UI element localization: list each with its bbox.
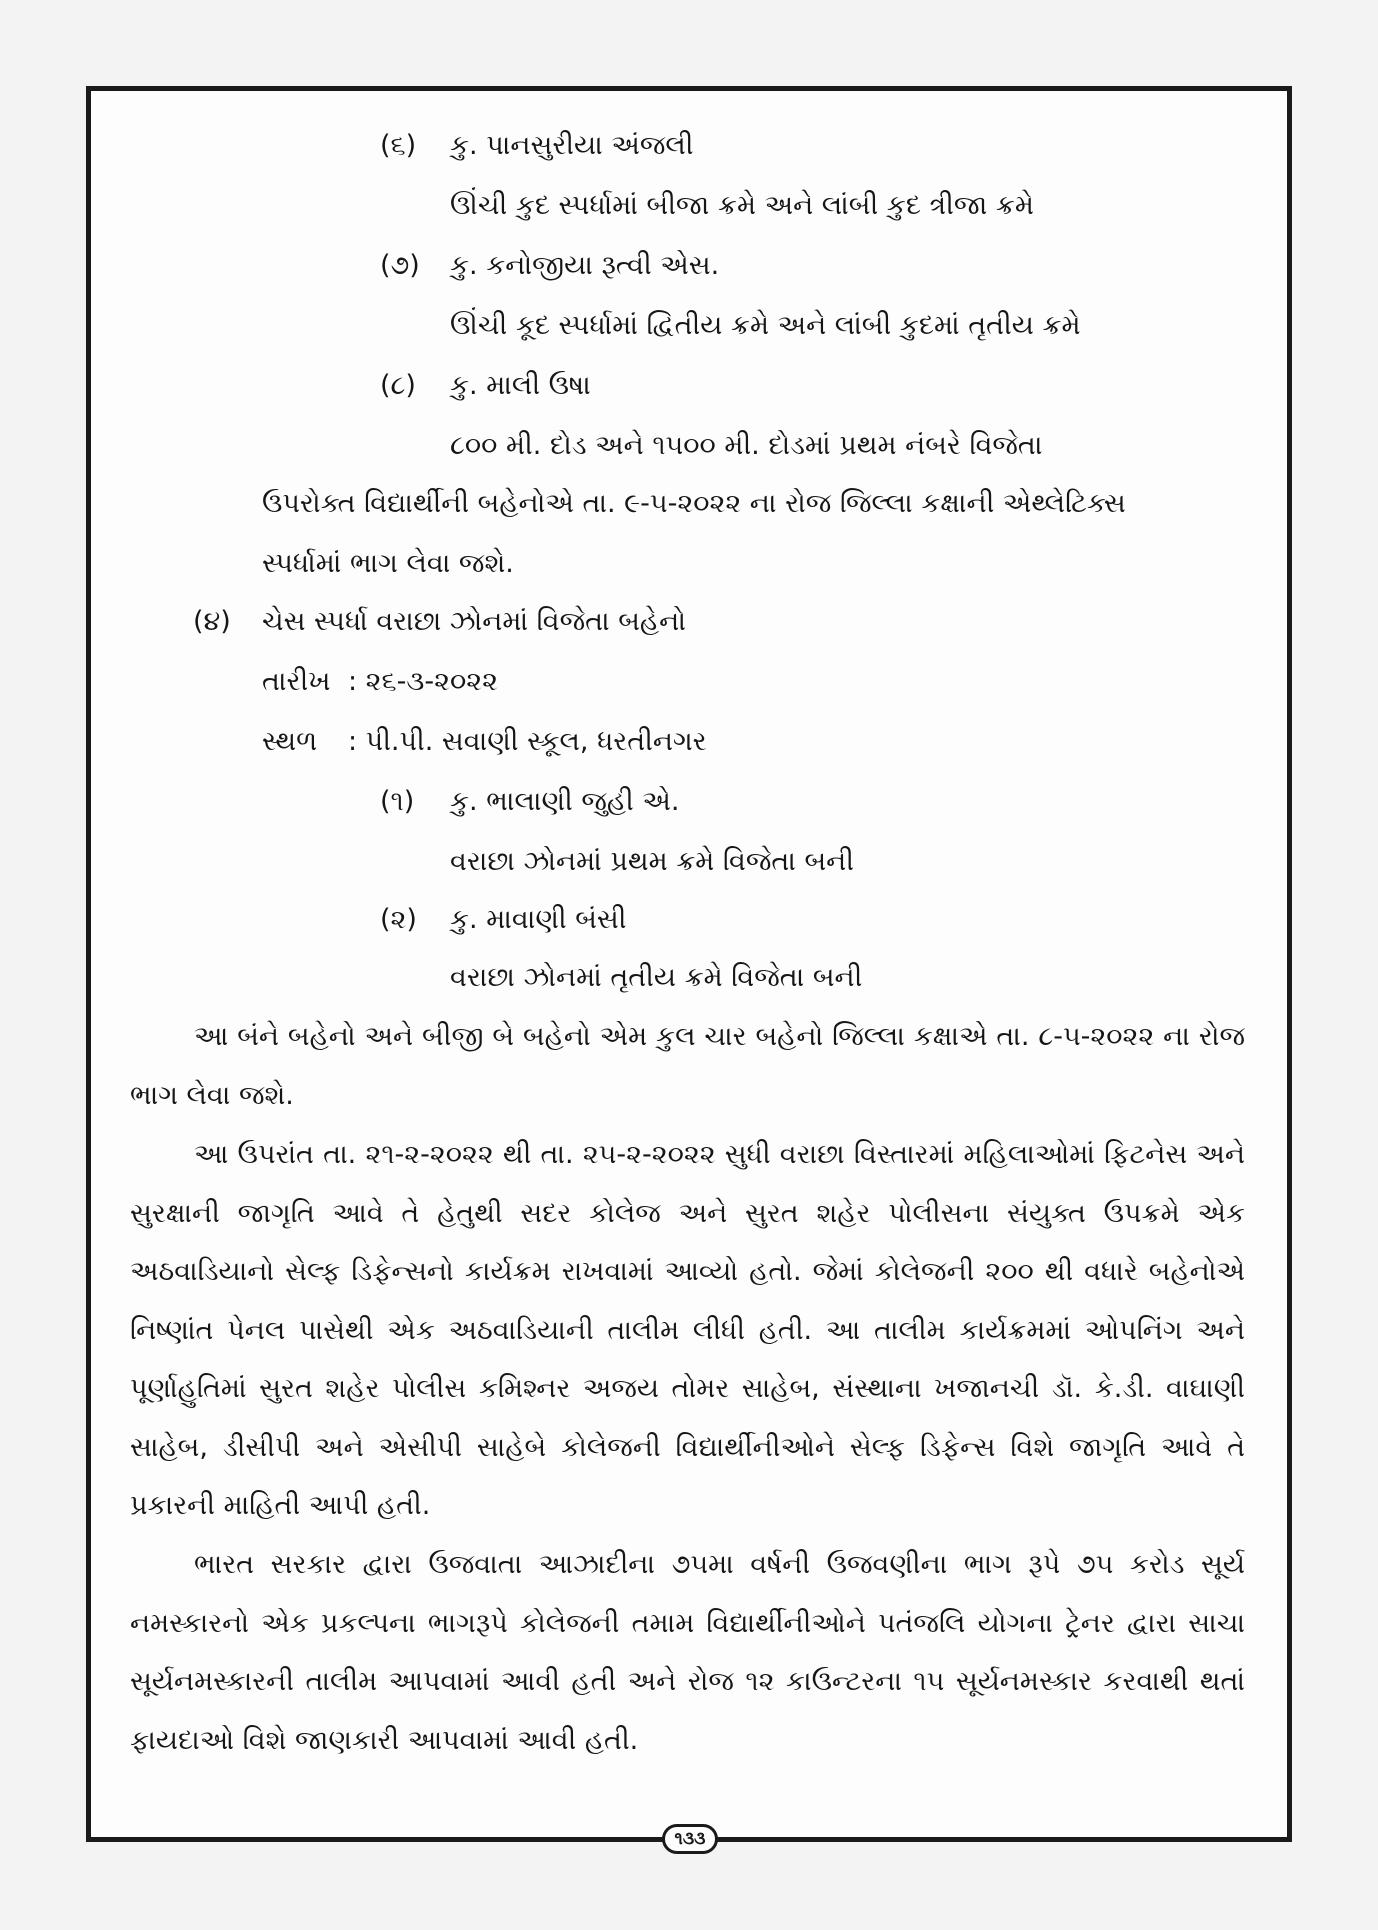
list-number: (૮): [380, 370, 416, 401]
list-number: (૨): [380, 904, 417, 935]
body-paragraph: આ ઉપરાંત તા. ૨૧-૨-૨૦૨૨ થી તા. ૨૫-૨-૨૦૨૨ સુધી વરાછા વિસ્તારમાં મહિલાઓમાં ફિટનેસ અને સુરક્ષાની જાગૃતિ આવે તે હેતુથી સદર કોલેજ અને સુરત શહેર પોલીસના સંયુક્ત ઉપક્રમે એક અઠવાડિયાનો સેલ્ફ ડિફેન્સનો કાર્યક્રમ રાખવામાં આવ્યો હતો. જેમાં કોલેજની ૨૦૦ થી વધારે બહેનોએ નિષ્ણાંત પેનલ પાસેથી એક અઠવાડિયાની તાલીમ લીધી હતી. આ તાલીમ કાર્યક્રમમાં ઓપનિંગ અને પૂર્ણાહુતિમાં સુરત શહેર પોલીસ કમિશ્નર અજય તોમર સાહેબ, સંસ્થાના ખજાનચી ડૉ. કે.ડી. વાઘાણી સાહેબ, ડીસીપી અને એસીપી સાહેબે કોલેજની વિદ્યાર્થીનીઓને સેલ્ફ ડિફેન્સ વિશે જાગૃતિ આવે તે પ્રકારની માહિતી આપી હતી.: [130, 1139, 1245, 1521]
date-label: તારીખ: [262, 666, 331, 697]
list-item-detail: વરાછા ઝોનમાં તૃતીય ક્રમે વિજેતા બની: [450, 962, 863, 993]
venue-label: સ્થળ: [262, 726, 318, 757]
section-number: (૪): [193, 606, 231, 637]
list-number: (૭): [380, 250, 420, 281]
athletics-note-line: ઉપરોક્ત વિદ્યાર્થીની બહેનોએ તા. ૯-૫-૨૦૨૨ ના રોજ જિલ્લા કક્ષાની એથ્લેટિક્સ: [262, 488, 1126, 519]
list-number: (૬): [380, 130, 417, 161]
page-number: ૧૩૩: [662, 1824, 718, 1854]
list-item-detail: ઊંચી કૂદ સ્પર્ધામાં દ્વિતીય ક્રમે અને લાંબી કુદમાં તૃતીય ક્રમે: [450, 310, 1081, 341]
list-number: (૧): [380, 786, 415, 817]
list-item-name: કુ. પાનસુરીયા અંજલી: [450, 130, 694, 161]
date-value: : ૨૬-૩-૨૦૨૨: [348, 666, 498, 697]
list-item-name: કુ. ભાલાણી જુહી એ.: [450, 786, 680, 817]
athletics-note-line: સ્પર્ધામાં ભાગ લેવા જશે.: [262, 548, 514, 579]
list-item-detail: ઊંચી કુદ સ્પર્ધામાં બીજા ક્રમે અને લાંબી કુદ ત્રીજા ક્રમે: [450, 190, 1034, 221]
body-paragraph: આ બંને બહેનો અને બીજી બે બહેનો એમ કુલ ચાર બહેનો જિલ્લા કક્ષાએ તા. ૮-૫-૨૦૨૨ ના રોજ ભાગ લેવા જશે.: [130, 1021, 1245, 1111]
section-heading: ચેસ સ્પર્ધા વરાછા ઝોનમાં વિજેતા બહેનો: [262, 606, 686, 637]
list-item-name: કુ. માવાણી બંસી: [450, 904, 627, 935]
list-item-detail: ૮૦૦ મી. દોડ અને ૧૫૦૦ મી. દોડમાં પ્રથમ નંબરે વિજેતા: [450, 430, 1043, 461]
list-item-detail: વરાછા ઝોનમાં પ્રથમ ક્રમે વિજેતા બની: [450, 846, 855, 877]
list-item-name: કુ. કનોજીયા રૂત્વી એસ.: [450, 250, 720, 281]
body-paragraph: ભારત સરકાર દ્વારા ઉજવાતા આઝાદીના ૭૫મા વર્ષની ઉજવણીના ભાગ રૂપે ૭૫ કરોડ સૂર્ય નમસ્કારનો એક પ્રકલ્પના ભાગરૂપે કોલેજની તમામ વિદ્યાર્થીનીઓને પતંજલિ યોગના ટ્રેનર દ્વારા સાચા સૂર્યનમસ્કારની તાલીમ આપવામાં આવી હતી અને રોજ ૧૨ કાઉન્ટરના ૧૫ સૂર્યનમસ્કાર કરવાથી થતાં ફાયદાઓ વિશે જાણકારી આપવામાં આવી હતી.: [130, 1549, 1245, 1756]
venue-value: : પી.પી. સવાણી સ્કૂલ, ધરતીનગર: [348, 726, 707, 757]
list-item-name: કુ. માલી ઉષા: [450, 370, 591, 401]
